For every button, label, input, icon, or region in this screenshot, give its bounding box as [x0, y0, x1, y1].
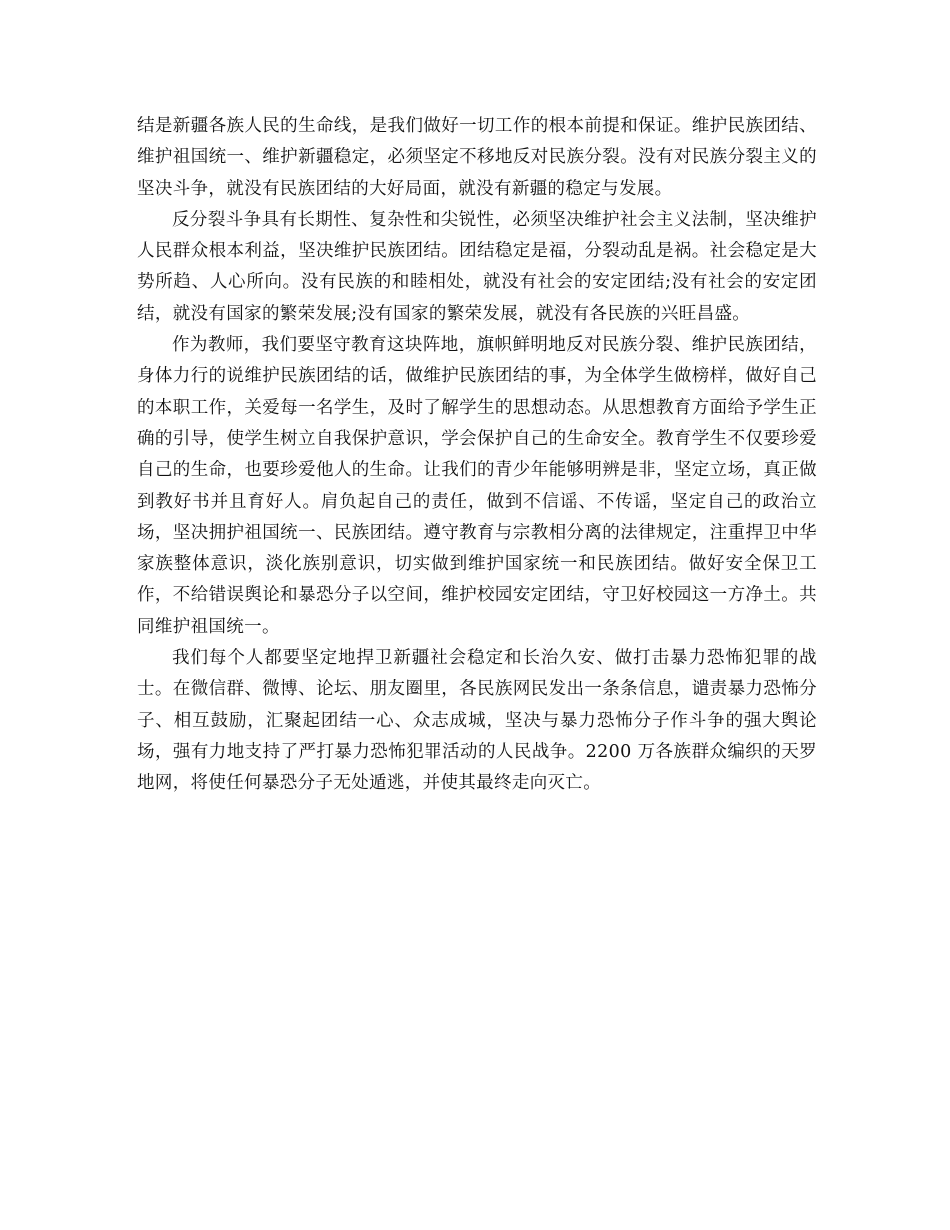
paragraph-1: 结是新疆各族人民的生命线，是我们做好一切工作的根本前提和保证。维护民族团结、维护祖国统一、维护新疆稳定，必须坚定不移地反对民族分裂。没有对民族分裂主义的坚决斗争，就没有民族团结的大好局面，就没有新疆的稳定与发展。: [137, 116, 817, 199]
body-text: [137, 111, 817, 800]
paragraph-2: 反分裂斗争具有长期性、复杂性和尖锐性，必须坚决维护社会主义法制，坚决维护人民群众根本利益，坚决维护民族团结。团结稳定是福，分裂动乱是祸。社会稳定是大势所趋、人心所向。没有民族的和睦相处，就没有社会的安定团结;没有社会的安定团结，就没有国家的繁荣发展;没有国家的繁荣发展，就没有各民族的兴旺昌盛。: [137, 209, 817, 324]
paragraph-4: 我们每个人都要坚定地捍卫新疆社会稳定和长治久安、做打击暴力恐怖犯罪的战士。在微信群、微博、论坛、朋友圈里，各民族网民发出一条条信息，谴责暴力恐怖分子、相互鼓励，汇聚起团结一心、众志成城，坚决与暴力恐怖分子作斗争的强大舆论场，强有力地支持了严打暴力恐怖犯罪活动的人民战争。2200 万各族群众编织的天罗地网，将使任何暴恐分子无处遁逃，并使其最终走向灭亡。: [137, 648, 817, 794]
paragraph-3: 作为教师，我们要坚守教育这块阵地，旗帜鲜明地反对民族分裂、维护民族团结， 身体力行的说维护民族团结的话，做维护民族团结的事，为全体学生做榜样，做好自己的本职工作，关爱每一名学生，及时了解学生的思想动态。从思想教育方面给予学生正确的引导，使学生树立自我保护意识，学会保护自己的生命安全。教育学生不仅要珍爱自己的生命，也要珍爱他人的生命。让我们的青少年能够明辨是非，坚定立场，真正做到教好书并且育好人。肩负起自己的责任，做到不信谣、不传谣，坚定自己的政治立场，坚决拥护祖国统一、民族团结。遵守教育与宗教相分离的法律规定，注重捍卫中华家族整体意识，淡化族别意识，切实做到维护国家统一和民族团结。做好安全保卫工作，不给错误舆论和暴恐分子以空间，维护校园安定团结，守卫好校园这一方净土。共同维护祖国统一。: [137, 335, 817, 637]
